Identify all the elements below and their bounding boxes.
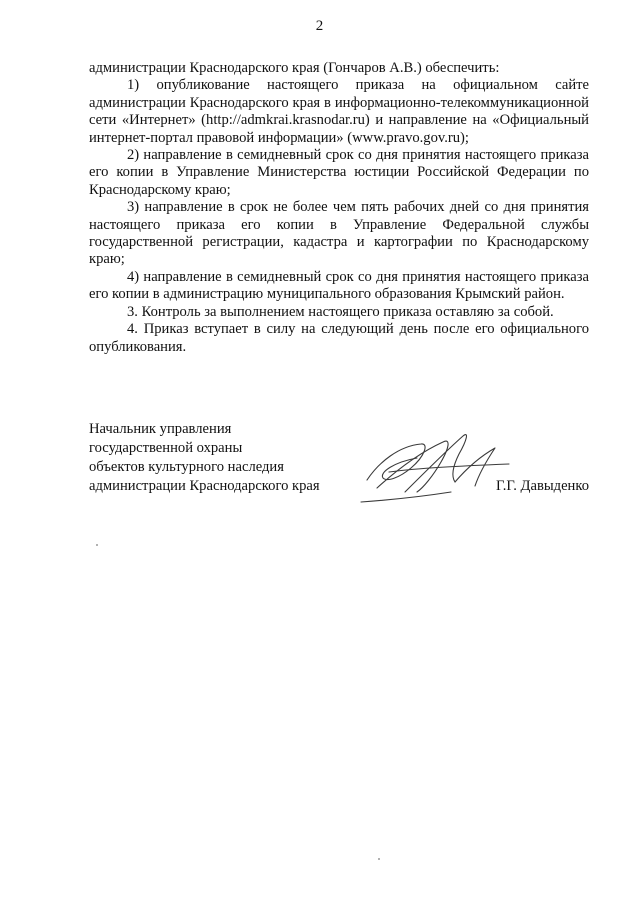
paragraph-item-3: 3) направление в срок не более чем пять рабочих дней со дня принятия настоящего приказа его копии в Управление Федеральной службы государственной регистрации, кадастра и картографии по Краснодарскому краю;	[89, 199, 589, 268]
signature-stroke	[361, 492, 451, 502]
signer-position-line: Начальник управления	[89, 421, 232, 437]
paragraph-clause-3: 3. Контроль за выполнением настоящего приказа оставляю за собой.	[127, 303, 554, 320]
page-number: 2	[315, 18, 324, 34]
signer-position-line: администрации Краснодарского края	[89, 478, 320, 494]
signature-stroke	[367, 444, 425, 480]
paragraph-clause-4: 4. Приказ вступает в силу на следующий день после его официального опубликования.	[89, 321, 589, 355]
paragraph-item-4: 4) направление в семидневный срок со дня принятия настоящего приказа его копии в администрацию муниципального образования Крымский район.	[89, 268, 589, 303]
signature-stroke	[405, 435, 466, 492]
signature-stroke	[455, 448, 495, 486]
paragraph-intro: администрации Краснодарского края (Гончаров А.В.) обеспечить:	[89, 60, 500, 76]
scan-speck	[96, 544, 98, 546]
signer-position-line: объектов культурного наследия	[89, 459, 284, 475]
body-text	[89, 60, 589, 356]
paragraph-item-2: 2) направление в семидневный срок со дня принятия настоящего приказа его копии в Управление Министерства юстиции Российской Федерации по Краснодарскому краю;	[89, 147, 589, 198]
scan-speck	[378, 858, 380, 860]
signer-position	[89, 420, 369, 496]
paragraph-item-1: 1) опубликование настоящего приказа на официальном сайте администрации Краснодарского края в информационно-телекоммуникационной сети «Интернет» (http://admkrai.krasnodar.ru) и направление на «Официальный интернет-портал правовой информации» (www.pravo.gov.ru);	[89, 77, 589, 146]
signer-position-line: государственной охраны	[89, 440, 243, 456]
signer-name: Г.Г. Давыденко	[495, 478, 589, 494]
signature-block	[89, 420, 589, 510]
